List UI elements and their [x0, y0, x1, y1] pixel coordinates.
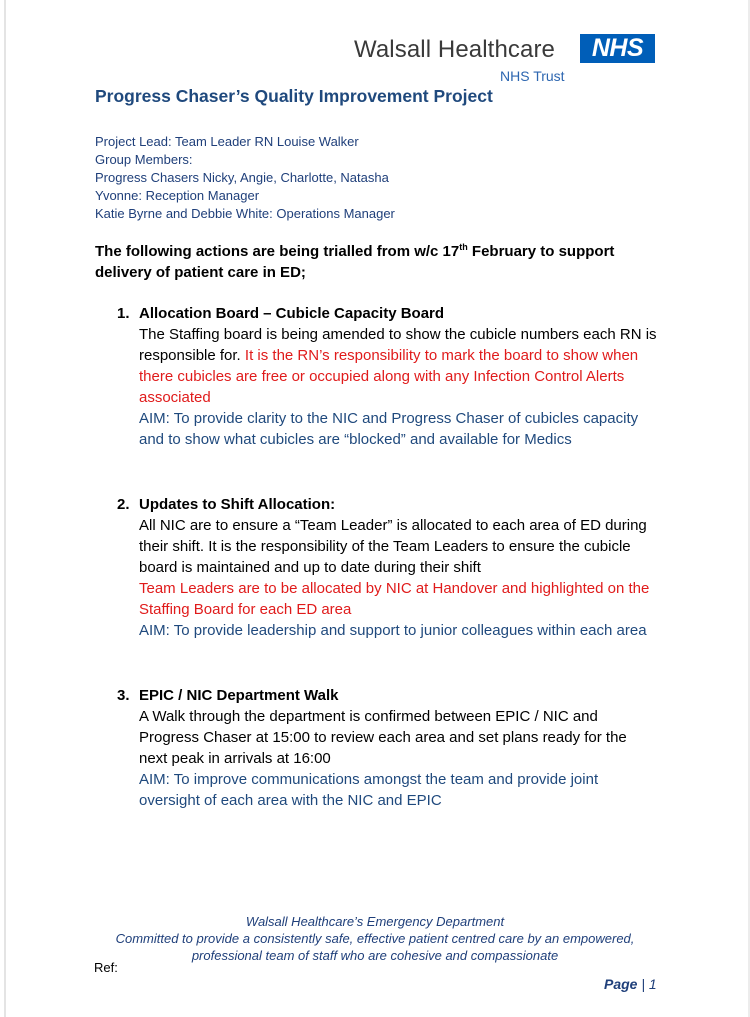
meta-operations-manager: Katie Byrne and Debbie White: Operations Manager: [95, 206, 395, 221]
list-item-responsibility: It is the RN’s responsibility to mark the board to show when there cubicles are free or occupied along with any Infection Control Alerts associated: [139, 347, 639, 406]
page-footer: [94, 913, 656, 964]
meta-progress-chasers: Progress Chasers Nicky, Angie, Charlotte, Natasha: [95, 170, 389, 185]
list-item-number: 3.: [117, 687, 130, 704]
list-item-description: The Staffing board is being amended to show the cubicle numbers each RN is responsible for.: [139, 326, 657, 364]
page-label: Page: [604, 976, 638, 992]
list-item-heading: Updates to Shift Allocation:: [139, 496, 336, 513]
footer-department: Walsall Healthcare’s Emergency Department: [245, 914, 505, 929]
list-item-text: [139, 324, 657, 408]
project-meta: [95, 133, 395, 223]
list-item-responsibility: Team Leaders are to be allocated by NIC at Handover and highlighted on the Staffing Board for each ED area: [139, 580, 650, 618]
list-item-shift-allocation: [117, 494, 657, 641]
logo-name: Walsall Healthcare: [354, 36, 555, 63]
intro-part2: February to support delivery of patient care in ED;: [95, 243, 615, 281]
list-item-description: All NIC are to ensure a “Team Leader” is allocated to each area of ED during their shift. It is the responsibility of the Team Leaders to ensure the cubicle board is maintained and up to date during their shift: [139, 517, 647, 576]
list-item-description: A Walk through the department is confirmed between EPIC / NIC and Progress Chaser at 15:00 to review each area and set plans ready for the next peak in arrivals at 16:00: [139, 708, 627, 767]
footer-commitment: Committed to provide a consistently safe, effective patient centred care by an empowered, professional team of staff who are cohesive and compassionate: [115, 931, 635, 963]
page-number: [604, 976, 657, 992]
intro-part1: The following actions are being trialled from w/c 17: [95, 243, 460, 260]
meta-project-lead: Project Lead: Team Leader RN Louise Walker: [95, 134, 359, 149]
list-item-department-walk: [117, 685, 657, 811]
meta-reception-manager: Yvonne: Reception Manager: [95, 188, 260, 203]
intro-statement: [95, 241, 655, 283]
list-item-aim: AIM: To provide leadership and support to junior colleagues within each area: [139, 622, 647, 639]
meta-group-members: Group Members:: [95, 152, 193, 167]
list-item-heading: Allocation Board – Cubicle Capacity Board: [139, 305, 445, 322]
page-separator: |: [637, 976, 649, 992]
logo-trust-label: NHS Trust: [500, 68, 565, 84]
page-number-value: 1: [648, 976, 657, 992]
list-item-heading: EPIC / NIC Department Walk: [139, 687, 339, 704]
list-item-number: 2.: [117, 496, 130, 513]
list-item-allocation-board: [117, 303, 657, 450]
list-item-aim: AIM: To improve communications amongst the team and provide joint oversight of each area with the NIC and EPIC: [139, 771, 599, 809]
list-item-aim: AIM: To provide clarity to the NIC and Progress Chaser of cubicles capacity and to show what cubicles are “blocked” and available for Medics: [139, 410, 639, 448]
document-title: Progress Chaser’s Quality Improvement Project: [95, 86, 493, 106]
nhs-logo-box: NHS: [580, 34, 655, 63]
page-edge-left: [4, 0, 6, 1017]
trust-logo: [354, 33, 659, 87]
ref-label: Ref:: [94, 960, 118, 975]
list-item-number: 1.: [117, 305, 130, 322]
intro-sup: th: [459, 242, 468, 252]
